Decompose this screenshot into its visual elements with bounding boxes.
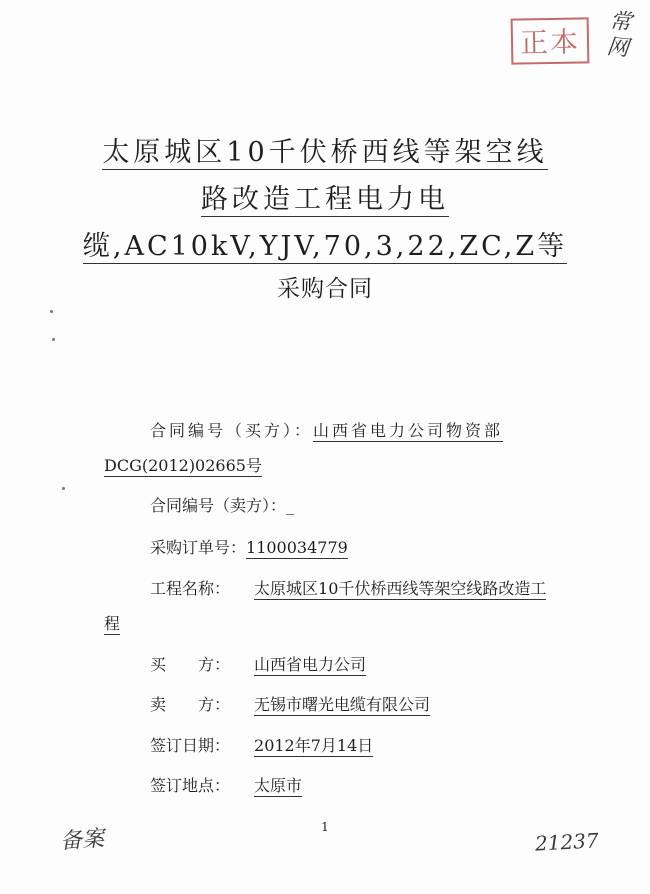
title-line-3: 缆,AC10kV,YJV,70,3,22,ZC,Z等 bbox=[82, 231, 568, 262]
contract-number-buyer-label: 合同编号（买方）： bbox=[150, 421, 314, 440]
handwritten-note-bottom-left: 备案 bbox=[59, 826, 105, 855]
purchase-order-row bbox=[150, 535, 348, 558]
project-name-value: 太原城区10千伏桥西线等架空线路改造工 bbox=[254, 579, 547, 598]
title-line-4: 采购合同 bbox=[277, 276, 373, 302]
project-name-label: 工程名称： bbox=[150, 579, 231, 598]
purchase-order-value: 1100034779 bbox=[246, 538, 348, 557]
contract-number-buyer-row bbox=[150, 418, 503, 441]
signing-date-label: 签订日期： bbox=[150, 736, 231, 755]
seller-label: 卖 方： bbox=[150, 695, 231, 714]
title-line-2: 路改造工程电力电 bbox=[201, 184, 449, 215]
signing-place-label: 签订地点： bbox=[150, 776, 231, 795]
signing-date-value: 2012年7月14日 bbox=[254, 736, 374, 755]
contract-number-buyer-value: 山西省电力公司物资部 bbox=[313, 421, 504, 440]
page-number: 1 bbox=[321, 820, 329, 834]
signing-place-value: 太原市 bbox=[254, 776, 303, 795]
handwritten-note-bottom-right: 21237 bbox=[534, 828, 600, 856]
project-name-cont: 程 bbox=[104, 614, 121, 633]
scan-speck bbox=[52, 338, 55, 341]
buyer-value: 山西省电力公司 bbox=[254, 655, 367, 674]
buyer-label: 买 方： bbox=[150, 655, 231, 674]
contract-number-seller-value: _ bbox=[286, 496, 295, 515]
contract-number-seller-row bbox=[150, 493, 294, 516]
buyer-row bbox=[150, 652, 366, 675]
signing-place-row bbox=[150, 773, 302, 796]
original-copy-stamp: 正本 bbox=[511, 17, 590, 64]
seller-row bbox=[150, 692, 430, 715]
purchase-order-label: 采购订单号： bbox=[150, 538, 247, 557]
contract-number-seller-label: 合同编号（卖方）： bbox=[150, 496, 287, 515]
scan-speck bbox=[62, 487, 65, 490]
scan-speck bbox=[50, 310, 53, 313]
signing-date-row bbox=[150, 733, 373, 756]
title-line-1: 太原城区10千伏桥西线等架空线 bbox=[102, 137, 548, 168]
handwritten-note-top: 常网 bbox=[605, 8, 633, 62]
project-name-row bbox=[150, 576, 546, 599]
contract-number-buyer-cont: DCG(2012)02665号 bbox=[104, 456, 262, 475]
seller-value: 无锡市曙光电缆有限公司 bbox=[254, 695, 431, 714]
